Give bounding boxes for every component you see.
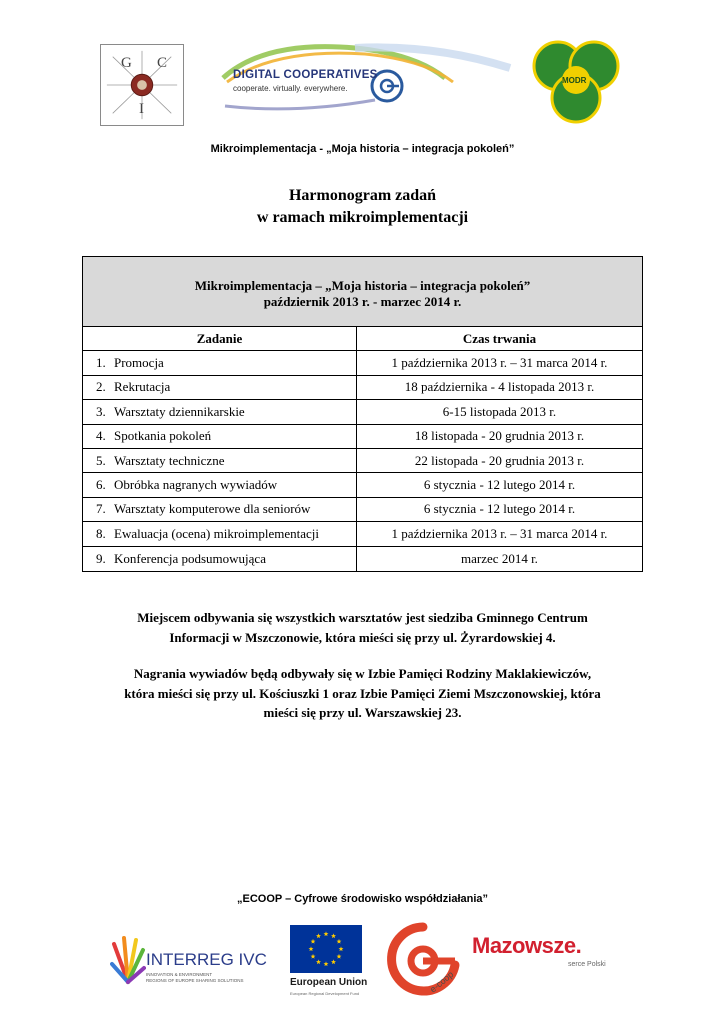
task-cell <box>83 425 357 448</box>
gci-letter-i: I <box>139 101 144 117</box>
schedule-table <box>82 256 643 572</box>
modr-logo <box>528 36 624 128</box>
interreg-subtitle-line: REGIONS OF EUROPE SHARING SOLUTIONS <box>146 978 244 983</box>
table-row <box>83 376 642 400</box>
table-row <box>83 473 642 497</box>
digital-cooperatives-tagline: cooperate. virtually. everywhere. <box>233 84 348 93</box>
paragraph-line: Miejscem odbywania się wszystkich warsztatów jest siedziba Gminnego Centrum <box>137 610 588 625</box>
task-number: 5. <box>96 452 106 468</box>
mazowsze-logo <box>472 933 622 983</box>
interreg-burst-icon <box>110 934 146 986</box>
interreg-subtitle <box>146 972 244 984</box>
duration-cell: 22 listopada - 20 grudnia 2013 r. <box>414 452 585 468</box>
table-title-line-1: Mikroimplementacja – „Moja historia – integracja pokoleń” <box>194 278 531 293</box>
page-title-line-1: Harmonogram zadań <box>288 187 437 204</box>
column-header-duration: Czas trwania <box>462 330 537 346</box>
paragraph-line: mieści się przy ul. Warszawskiej 23. <box>263 705 462 720</box>
mazowsze-name: Mazowsze. <box>472 933 582 958</box>
eu-star-icon <box>339 946 344 951</box>
task-name: Rekrutacja <box>114 379 171 395</box>
eu-star-icon <box>311 939 316 944</box>
table-title <box>83 257 642 327</box>
task-name: Warsztaty komputerowe dla seniorów <box>114 501 311 517</box>
duration-cell: 6 stycznia - 12 lutego 2014 r. <box>423 477 576 493</box>
table-title-line-2: październik 2013 r. - marzec 2014 r. <box>263 294 462 309</box>
task-number: 1. <box>96 355 106 371</box>
column-header-task: Zadanie <box>83 327 357 350</box>
eu-star-icon <box>331 959 336 964</box>
task-name: Konferencja podsumowująca <box>114 550 266 566</box>
table-row <box>83 425 642 449</box>
footer-title: „ECOOP – Cyfrowe środowisko współdziałania” <box>236 893 489 905</box>
duration-cell: 1 października 2013 r. – 31 marca 2014 r. <box>391 355 608 371</box>
task-cell <box>83 498 357 521</box>
eu-star-icon <box>324 961 329 966</box>
table-header-row <box>83 327 642 351</box>
eu-star-icon <box>337 954 342 959</box>
interview-location-paragraph <box>60 664 665 723</box>
paragraph-line: Informacji w Mszczonowie, która mieści się przy ul. Żyrardowskiej 4. <box>169 629 556 645</box>
ecoop-logo <box>385 921 461 1003</box>
document-subtitle: Mikroimplementacja - „Moja historia – integracja pokoleń” <box>210 143 515 155</box>
interreg-name: INTERREG IVC <box>146 950 267 969</box>
header-logos <box>0 0 725 140</box>
workshop-location-paragraph <box>60 608 665 647</box>
footer-logos <box>0 915 725 1015</box>
eu-star-icon <box>324 931 329 936</box>
eu-star-icon <box>331 933 336 938</box>
task-number: 2. <box>96 379 106 395</box>
gci-letter-g: G <box>121 55 132 71</box>
table-row <box>83 449 642 473</box>
duration-cell: 1 października 2013 r. – 31 marca 2014 r. <box>391 525 608 541</box>
table-row <box>83 547 642 571</box>
task-number: 3. <box>96 403 106 419</box>
task-cell <box>83 351 357 374</box>
table-row <box>83 498 642 522</box>
task-cell <box>83 376 357 399</box>
page-title <box>0 185 725 229</box>
task-name: Spotkania pokoleń <box>114 428 212 444</box>
task-number: 6. <box>96 477 106 493</box>
duration-cell: 6-15 listopada 2013 r. <box>442 403 557 419</box>
task-number: 8. <box>96 525 106 541</box>
interreg-subtitle-line: INNOVATION & ENVIRONMENT <box>146 972 213 977</box>
gci-logo <box>100 44 184 126</box>
duration-cell: marzec 2014 r. <box>461 550 538 566</box>
duration-cell: 18 listopada - 20 grudnia 2013 r. <box>414 428 585 444</box>
task-name: Ewaluacja (ocena) mikroimplementacji <box>114 525 320 541</box>
task-name: Warsztaty dziennikarskie <box>114 403 245 419</box>
eu-stars-icon <box>290 925 362 973</box>
digital-cooperatives-title: DIGITAL COOPERATIVES <box>233 69 378 81</box>
task-cell <box>83 400 357 423</box>
ecoop-mark-text: e-coop <box>427 969 456 995</box>
task-name: Promocja <box>114 355 164 371</box>
eu-star-icon <box>316 959 321 964</box>
task-name: Warsztaty techniczne <box>114 452 225 468</box>
eu-star-icon <box>337 939 342 944</box>
table-row <box>83 400 642 424</box>
task-number: 7. <box>96 501 106 517</box>
european-union-logo <box>288 923 372 1003</box>
duration-cell: 6 stycznia - 12 lutego 2014 r. <box>423 501 576 517</box>
page-title-line-2: w ramach mikroimplementacji <box>256 209 469 226</box>
table-row <box>83 351 642 375</box>
eu-star-icon <box>311 954 316 959</box>
digital-cooperatives-logo <box>205 38 515 118</box>
ecoop-e-icon <box>385 921 461 1003</box>
task-cell <box>83 522 357 545</box>
task-name: Obróbka nagranych wywiadów <box>114 477 278 493</box>
task-cell <box>83 547 357 571</box>
task-number: 4. <box>96 428 106 444</box>
eu-name: European Union <box>290 977 368 988</box>
table-row <box>83 522 642 546</box>
duration-cell: 18 października - 4 listopada 2013 r. <box>404 379 595 395</box>
mazowsze-subtitle: serce Polski <box>568 961 606 968</box>
eu-star-icon <box>316 933 321 938</box>
eu-subtitle: European Regional Development Fund <box>290 991 360 996</box>
paragraph-line: Nagrania wywiadów będą odbywały się w Izbie Pamięci Rodziny Maklakiewiczów, <box>133 666 592 681</box>
task-number: 9. <box>96 550 106 566</box>
eu-flag-icon <box>290 925 362 973</box>
task-cell <box>83 473 357 496</box>
eu-star-icon <box>309 946 314 951</box>
task-cell <box>83 449 357 472</box>
interreg-logo <box>110 930 270 992</box>
modr-text: MODR <box>562 76 587 85</box>
paragraph-line: która mieści się przy ul. Kościuszki 1 oraz Izbie Pamięci Ziemi Mszczonowskiej, która <box>124 685 601 701</box>
gci-letter-c: C <box>157 55 168 71</box>
